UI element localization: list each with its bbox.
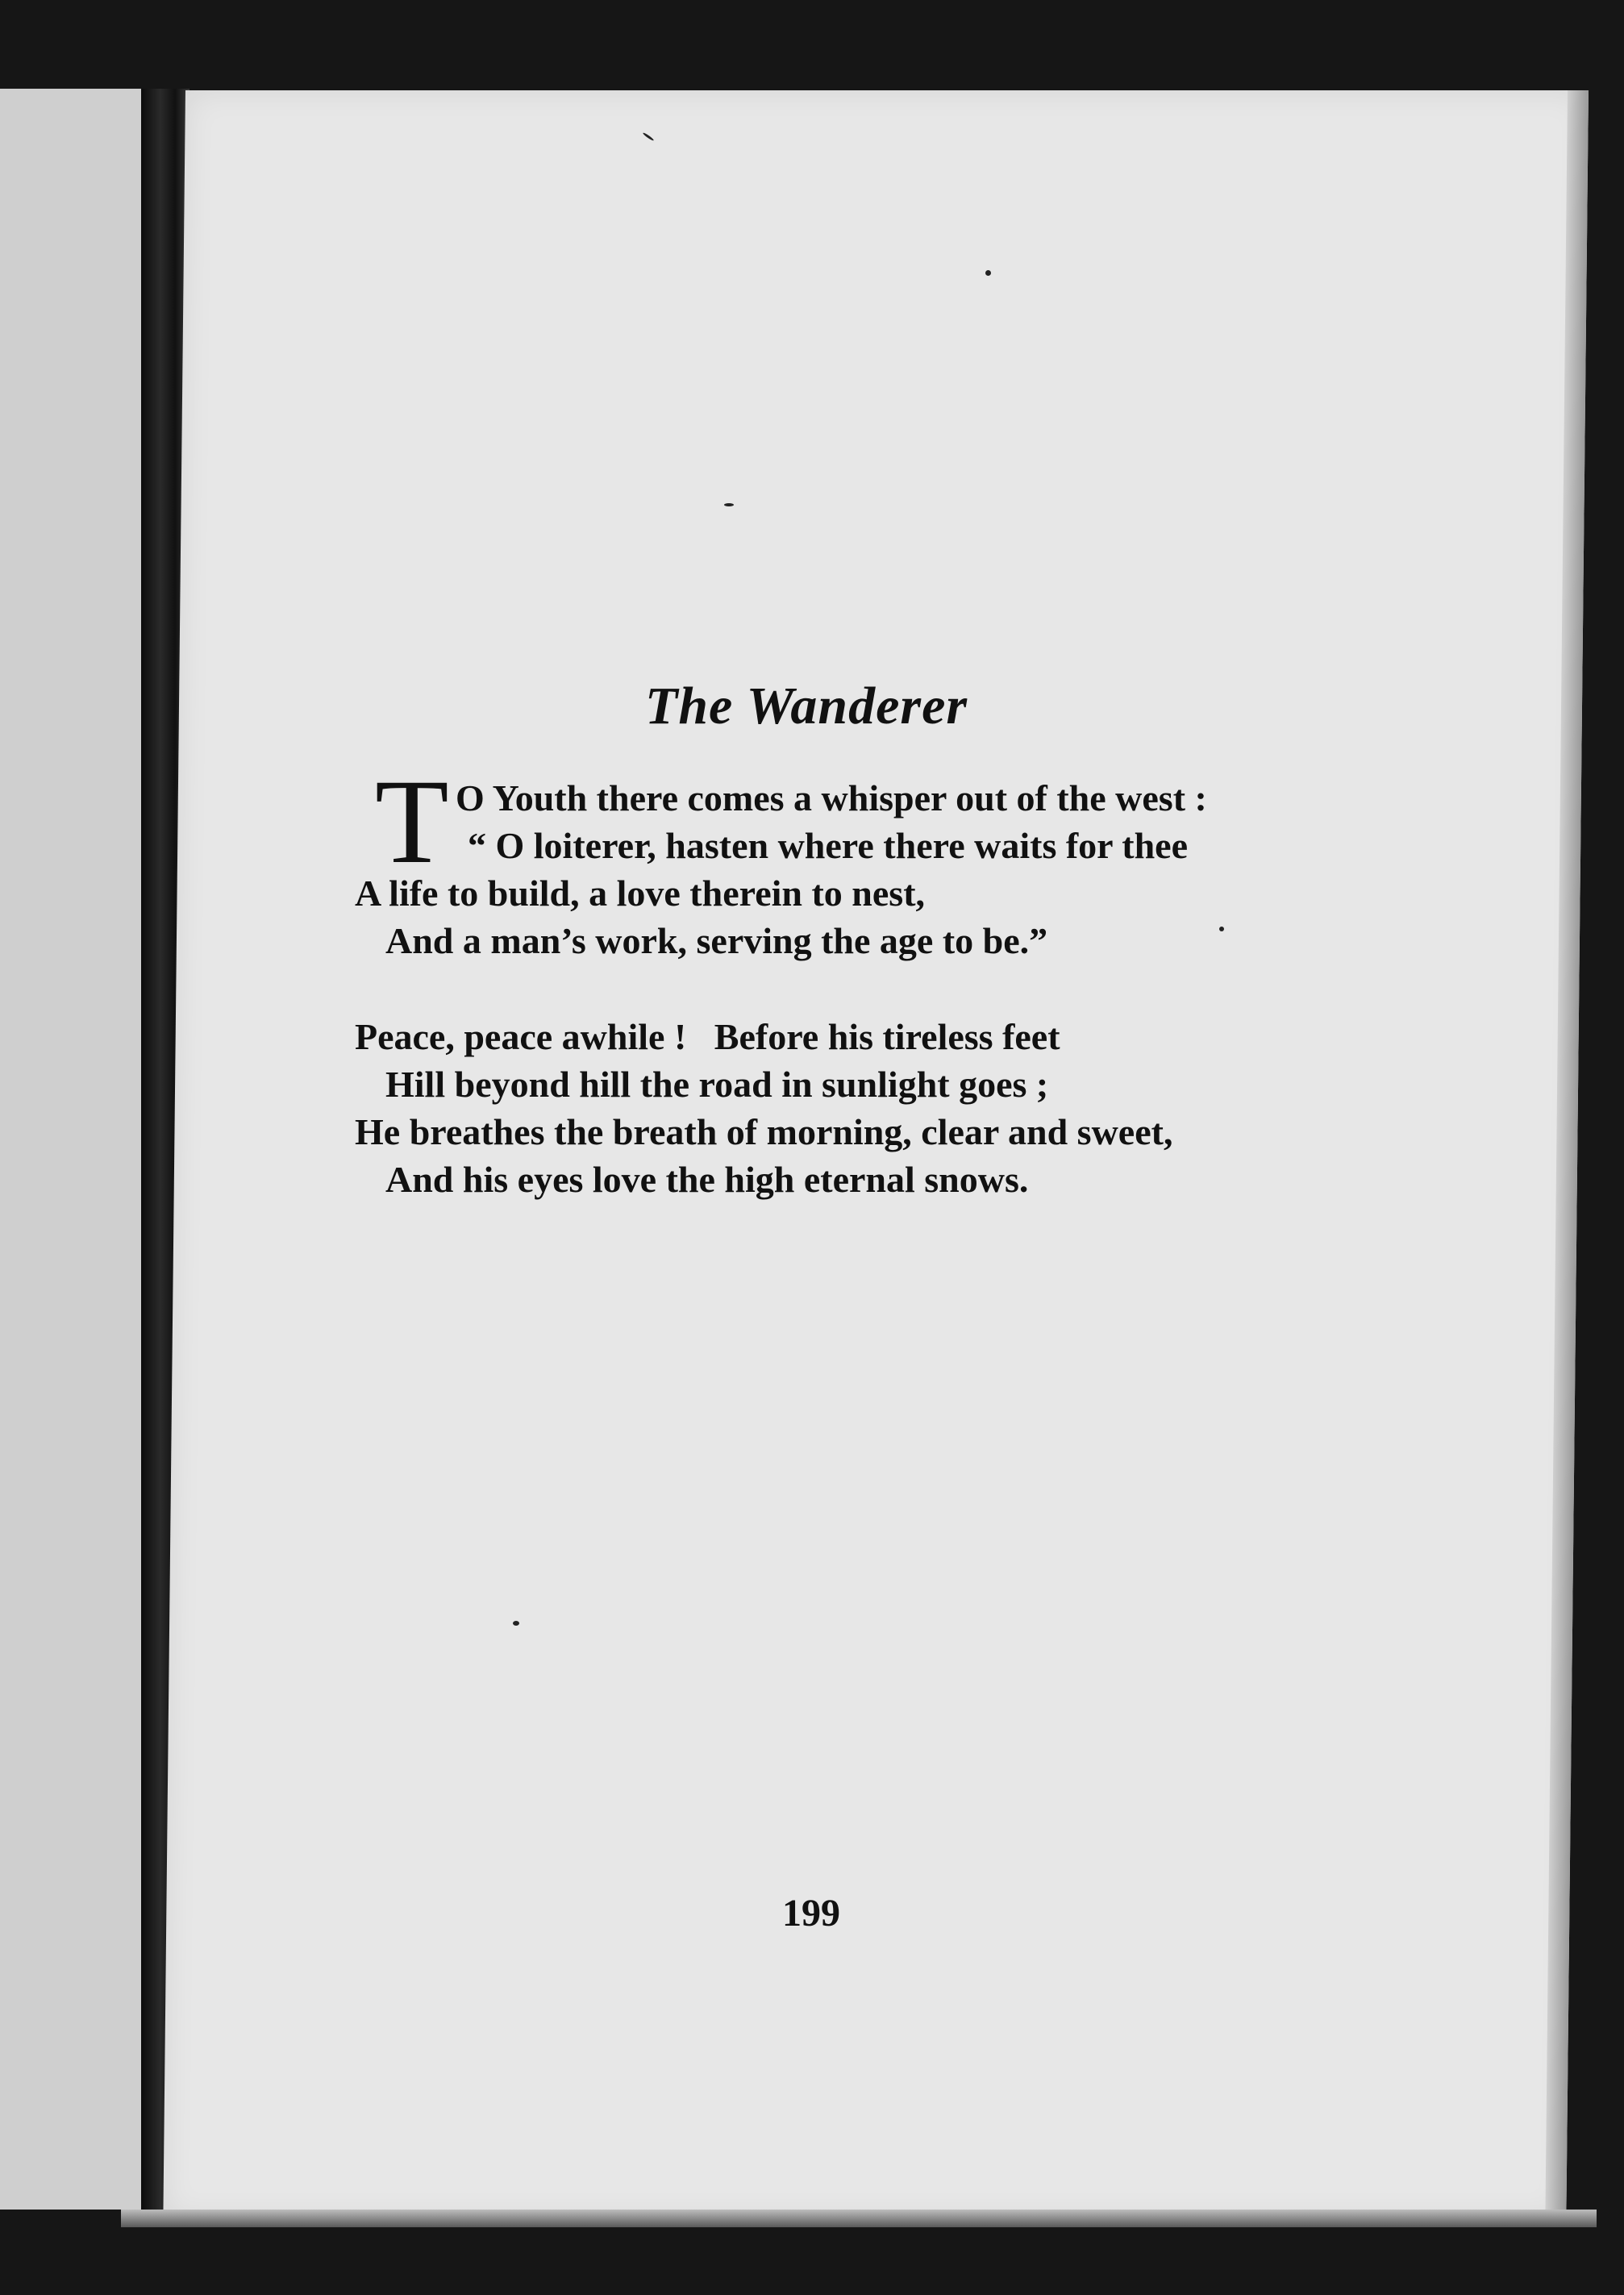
print-speck	[985, 270, 991, 276]
print-speck	[513, 1621, 519, 1626]
stanza-2	[355, 1013, 1322, 1203]
stanza-1	[355, 755, 1322, 964]
poem-body	[355, 755, 1322, 1252]
poem-line: He breathes the breath of morning, clear and sweet,	[355, 1111, 1173, 1152]
poem-title: The Wanderer	[645, 677, 968, 735]
page-number: 199	[782, 1892, 840, 1935]
poem-line: And a man’s work, serving the age to be.”	[385, 920, 1048, 961]
poem-line: “ O loiterer, hasten where there waits for thee	[468, 825, 1188, 866]
bottom-page-edge	[121, 2210, 1597, 2227]
drop-cap: T	[375, 755, 449, 889]
left-page-margin	[0, 89, 141, 2210]
poem-line: Hill beyond hill the road in sunlight goes ;	[385, 1064, 1049, 1105]
print-speck	[724, 503, 734, 506]
poem-line: Peace, peace awhile ! Before his tireless feet	[355, 1016, 1060, 1057]
poem-line: And his eyes love the high eternal snows.	[385, 1159, 1029, 1200]
poem-line: A life to build, a love therein to nest,	[355, 873, 926, 914]
page-edge-shadow	[1545, 90, 1589, 2219]
poem-line: O Youth there comes a whisper out of the west :	[456, 777, 1207, 818]
